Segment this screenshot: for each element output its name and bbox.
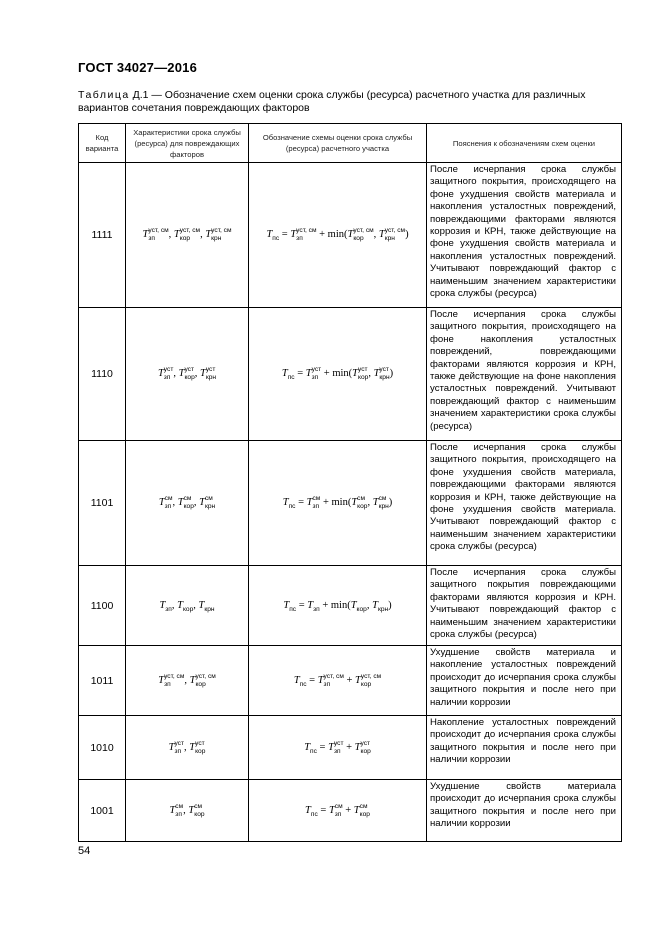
characteristics-formula [126, 163, 249, 308]
scheme-formula [249, 780, 427, 842]
table-row [79, 308, 622, 441]
variant-code: 1111 [79, 163, 126, 308]
scheme-formula [249, 646, 427, 716]
scheme-formula-text: T пс = T уст зп + T уст кор [304, 739, 371, 755]
schemes-table [78, 123, 622, 842]
characteristics-formula-text: T уст зп , T уст кор [168, 739, 206, 755]
table-row [79, 566, 622, 646]
characteristics-formula [126, 566, 249, 646]
explanation-text: После исчерпания срока службы защитного покрытия, происходящего на фоне ухудшения свойств материала и накопления усталостных повреждений, повреждающими факторами являются коррозия и КРН, также действующие на фоне ухудшения свойств материала и накопления усталостных повреждений. Учитывают повреждающий фактор с наименьшим значением характеристики срока службы (ресурса) [427, 163, 622, 308]
explanation-text: После исчерпания срока службы защитного покрытия, происходящего на фоне накопления усталостных повреждений, повреждающими факторами являются коррозия и КРН, также действующие на фоне накопления усталостных повреждений. Учитывают повреждающий фактор с наименьшим значением характеристики срока службы (ресурса) [427, 308, 622, 441]
column-header-code: Код варианта [79, 124, 126, 163]
characteristics-formula-text: T см зп , T см кор [169, 802, 205, 818]
column-header-characteristics: Характеристики срока службы (ресурса) для повреждающих факторов [126, 124, 249, 163]
explanation-text: После исчерпания срока службы защитного покрытия повреждающими факторами являются коррозия и КРН. Учитывают повреждающий фактор с наименьшим значением характеристики срока службы (ресурса) [427, 566, 622, 646]
scheme-formula-text: T пс = T уст, см зп + min(T уст, см кор , T уст, см крн ) [266, 227, 409, 242]
variant-code: 1001 [79, 780, 126, 842]
column-header-scheme: Обозначение схемы оценки срока службы (ресурса) расчетного участка [249, 124, 427, 163]
characteristics-formula [126, 716, 249, 780]
scheme-formula-text: T пс = T см зп + T см кор [305, 802, 370, 818]
scheme-formula [249, 163, 427, 308]
characteristics-formula-text: T уст, см зп , T уст, см кор , T уст, см крн [142, 227, 232, 242]
scheme-formula [249, 566, 427, 646]
variant-code: 1011 [79, 646, 126, 716]
table-row [79, 646, 622, 716]
characteristics-formula-text: T уст, см зп , T уст, см кор [158, 672, 216, 688]
variant-code: 1110 [79, 308, 126, 441]
variant-code: 1101 [79, 441, 126, 566]
scheme-formula-text: T пс = T см зп + min(T см кор , T см крн ) [282, 495, 393, 510]
table-header-row [79, 124, 622, 163]
scheme-formula-text: T пс = T уст зп + min(T уст кор , T уст крн ) [281, 366, 394, 381]
scheme-formula [249, 441, 427, 566]
table-row [79, 716, 622, 780]
characteristics-formula [126, 441, 249, 566]
page-number: 54 [78, 845, 91, 857]
table-row [79, 441, 622, 566]
characteristics-formula-text: T см зп , T см кор , T см крн [158, 495, 216, 510]
scheme-formula [249, 716, 427, 780]
characteristics-formula-text: T зп , T кор , T крн [159, 599, 215, 613]
table-caption-lead: Таблица [78, 89, 130, 101]
scheme-formula-text: T пс = T зп + min(T кор , T крн ) [283, 599, 392, 613]
scheme-formula-text: T пс = T уст, см зп + T уст, см кор [293, 672, 382, 688]
table-caption-text: Д.1 — Обозначение схем оценки срока службы (ресурса) расчетного участка для различных вариантов сочетания повреждающих факторов [78, 89, 586, 114]
document-header: ГОСТ 34027—2016 [78, 60, 197, 75]
explanation-text: После исчерпания срока службы защитного покрытия, происходящего на фоне ухудшения свойств материала, повреждающими факторами являются коррозия и КРН, также действующие на фоне ухудшения свойств материала. Учитывают повреждающий фактор с наименьшим значением характеристики срока службы (ресурса) [427, 441, 622, 566]
characteristics-formula-text: T уст зп , T уст кор , T уст крн [157, 366, 217, 381]
characteristics-formula [126, 646, 249, 716]
characteristics-formula [126, 308, 249, 441]
table-row [79, 163, 622, 308]
explanation-text: Ухудшение свойств материала и накопление усталостных повреждений происходит до исчерпания срока службы защитного покрытия и после него при наличии коррозии [427, 646, 622, 716]
column-header-explanation: Пояснения к обозначениям схем оценки [427, 124, 622, 163]
variant-code: 1100 [79, 566, 126, 646]
characteristics-formula [126, 780, 249, 842]
variant-code: 1010 [79, 716, 126, 780]
table-row [79, 780, 622, 842]
explanation-text: Накопление усталостных повреждений происходит до исчерпания срока службы защитного покрытия и после него при наличии коррозии [427, 716, 622, 780]
scheme-formula [249, 308, 427, 441]
table-caption [78, 89, 618, 115]
explanation-text: Ухудшение свойств материала происходит до исчерпания срока службы защитного покрытия и после него при наличии коррозии [427, 780, 622, 842]
